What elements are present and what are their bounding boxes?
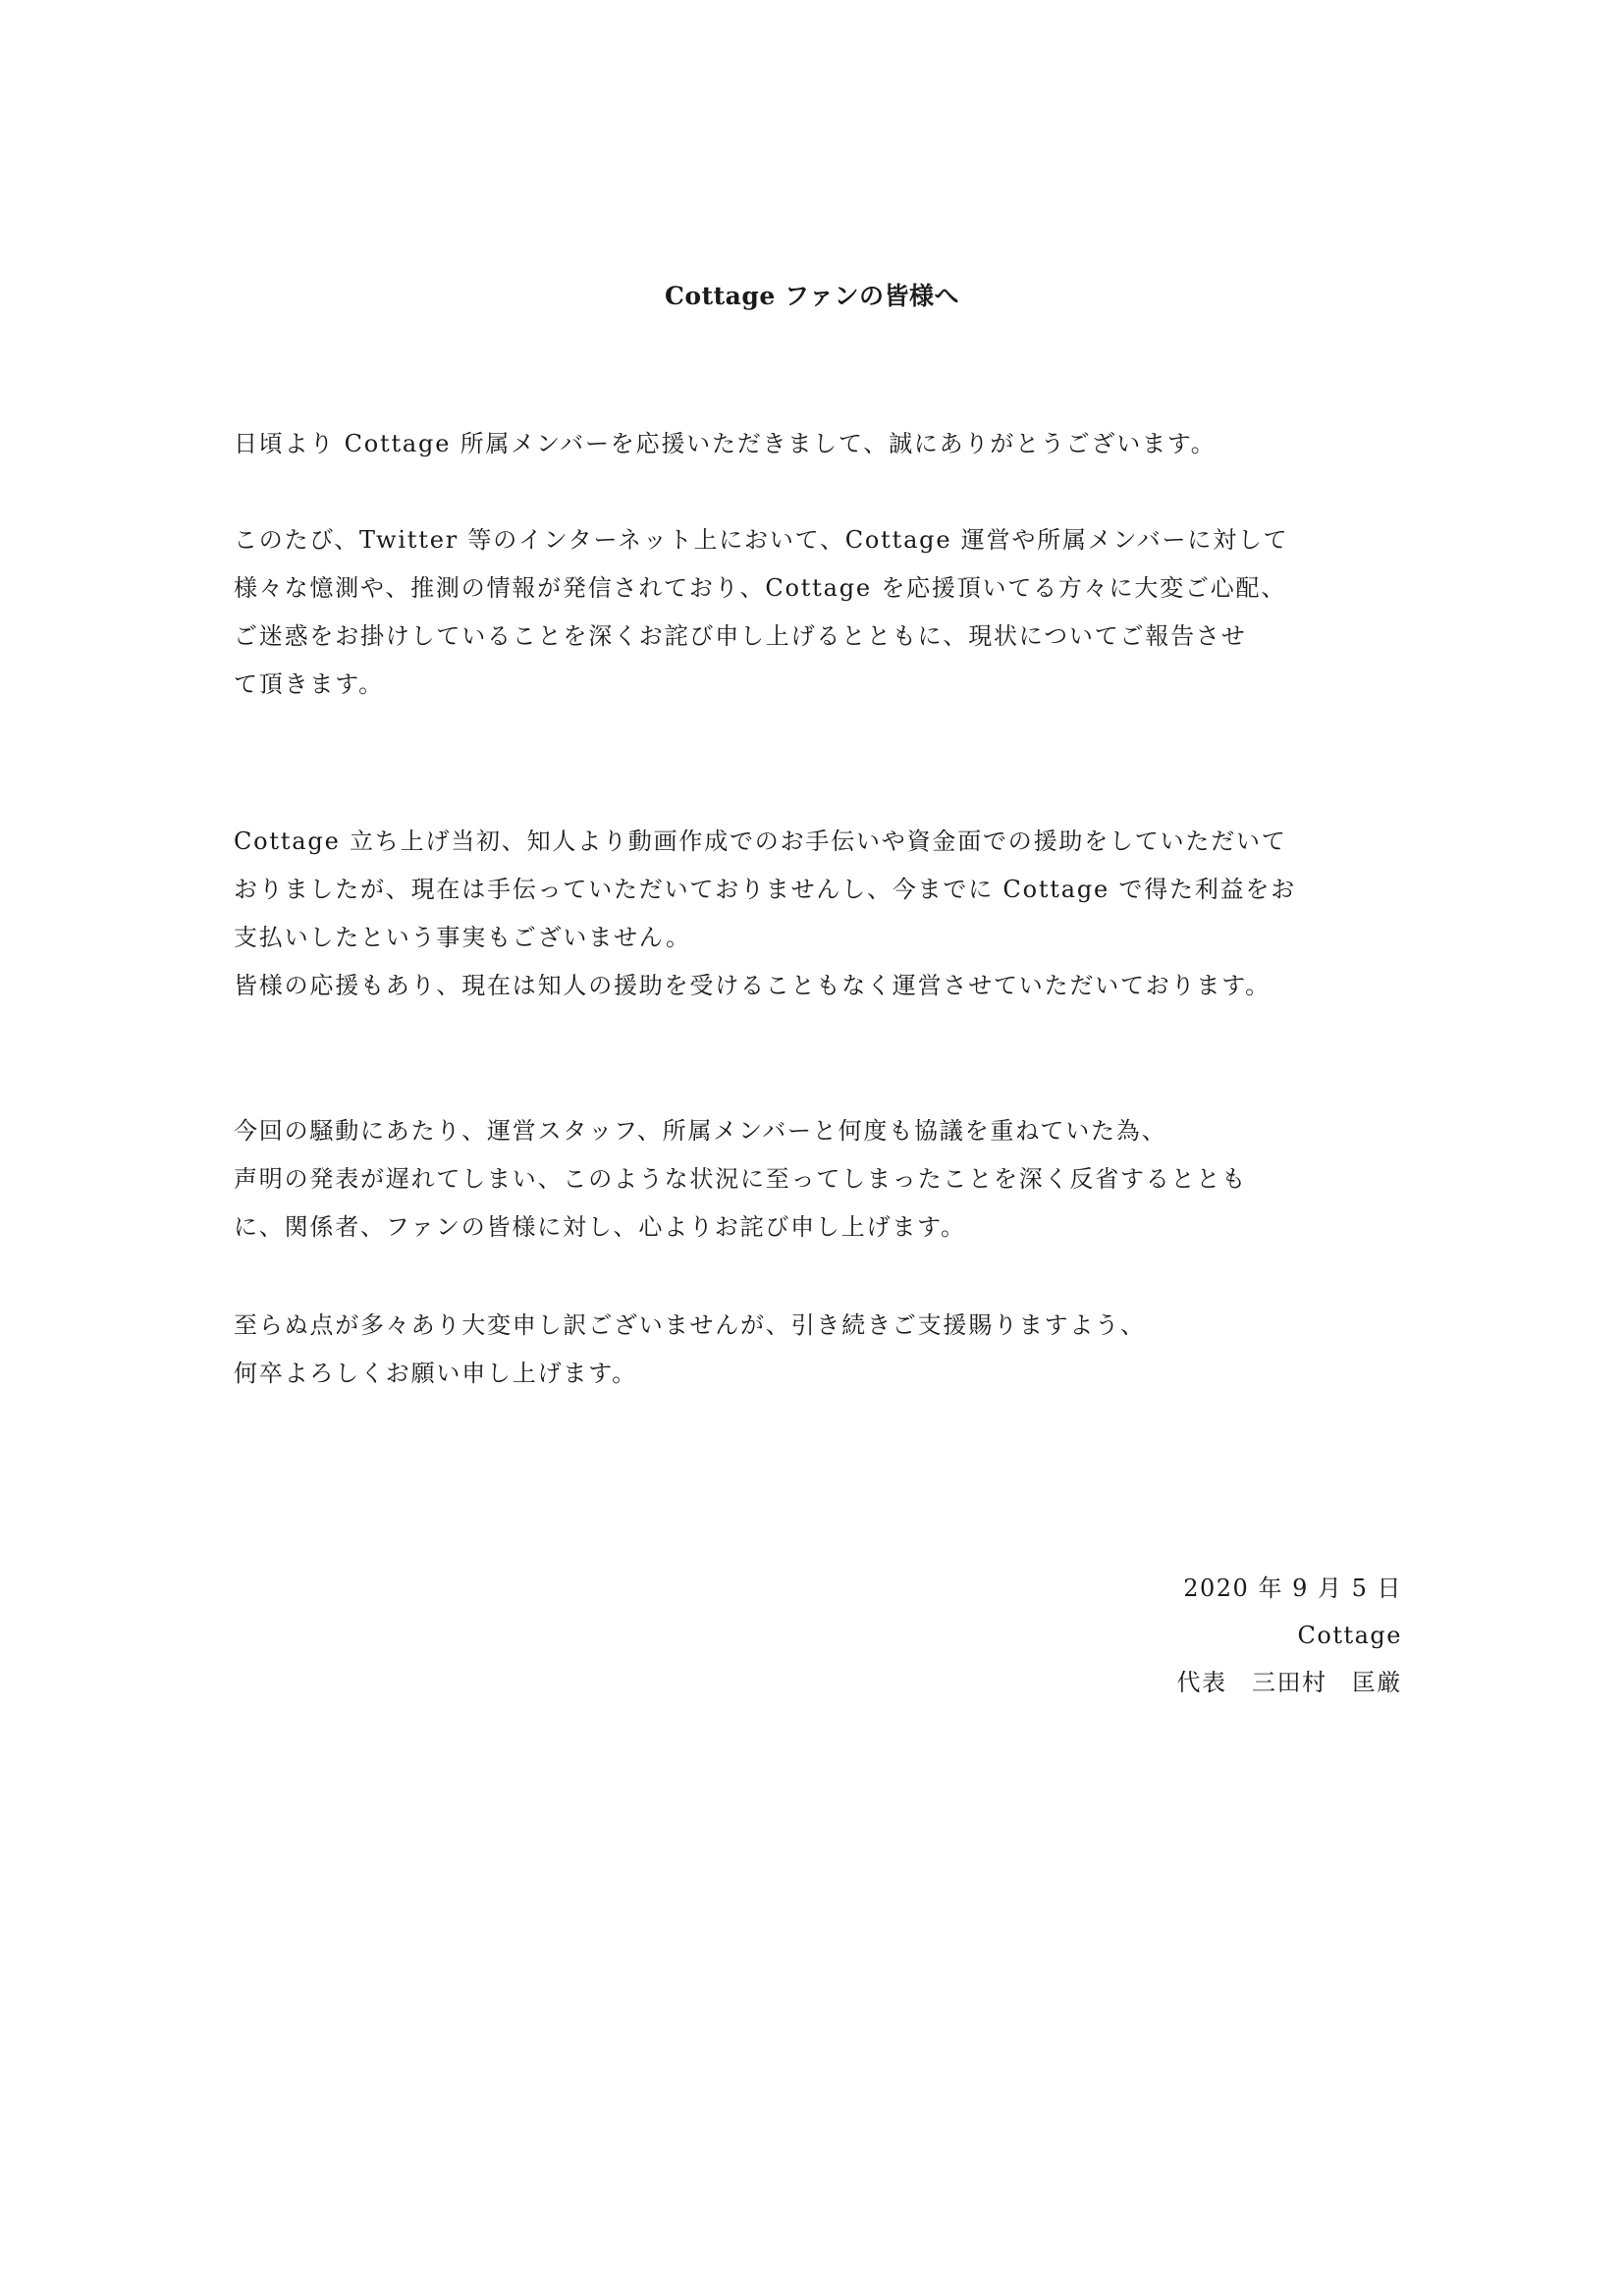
paragraph-line: おりましたが、現在は手伝っていただいておりませんし、今までに Cottage で得た利益をお <box>234 876 1297 903</box>
signature-date: 2020 年 9 月 5 日 <box>1183 1575 1402 1602</box>
paragraph-line: 今回の騒動にあたり、運営スタッフ、所属メンバーと何度も協議を重ねていた為、 <box>234 1117 1167 1145</box>
paragraph-line: 皆様の応援もあり、現在は知人の援助を受けることもなく運営させていただいております。 <box>234 972 1271 999</box>
paragraph-closing <box>234 1302 1402 1398</box>
paragraph-line: このたび、Twitter 等のインターネット上において、Cottage 運営や所属メンバーに対して <box>234 526 1289 554</box>
paragraph-line: 支払いしたという事実もございません。 <box>234 924 691 951</box>
paragraph-line: 至らぬ点が多々あり大変申し訳ございませんが、引き続きご支援賜りますよう、 <box>234 1311 1146 1339</box>
paragraph-line: 日頃より Cottage 所属メンバーを応援いただきまして、誠にありがとうございます。 <box>234 430 1217 457</box>
signature-block <box>1177 1565 1403 1706</box>
paragraph-line: 何卒よろしくお願い申し上げます。 <box>234 1360 637 1387</box>
paragraph-greeting <box>234 420 1402 468</box>
signature-representative: 代表 三田村 匡厳 <box>1176 1669 1402 1696</box>
paragraph-line: 声明の発表が遅れてしまい、このような状況に至ってしまったことを深く反省するととも <box>234 1165 1247 1193</box>
paragraph-line: 様々な憶測や、推測の情報が発信されており、Cottage を応援頂いてる方々に大変ご心配、 <box>234 574 1287 602</box>
paragraph-reflection <box>234 1107 1402 1252</box>
paragraph-apology <box>234 516 1402 709</box>
paragraph-line: ご迷惑をお掛けしていることを深くお詫び申し上げるとともに、現状についてご報告させ <box>234 622 1247 650</box>
paragraph-status-report <box>234 818 1402 1010</box>
paragraph-line: Cottage 立ち上げ当初、知人より動画作成でのお手伝いや資金面での援助をしていただいて <box>234 828 1287 855</box>
paragraph-line: て頂きます。 <box>234 670 384 698</box>
paragraph-line: に、関係者、ファンの皆様に対し、心よりお詫び申し上げます。 <box>234 1213 966 1241</box>
signature-organization: Cottage <box>1297 1622 1402 1649</box>
document-title: Cottage ファンの皆様へ <box>665 282 959 310</box>
